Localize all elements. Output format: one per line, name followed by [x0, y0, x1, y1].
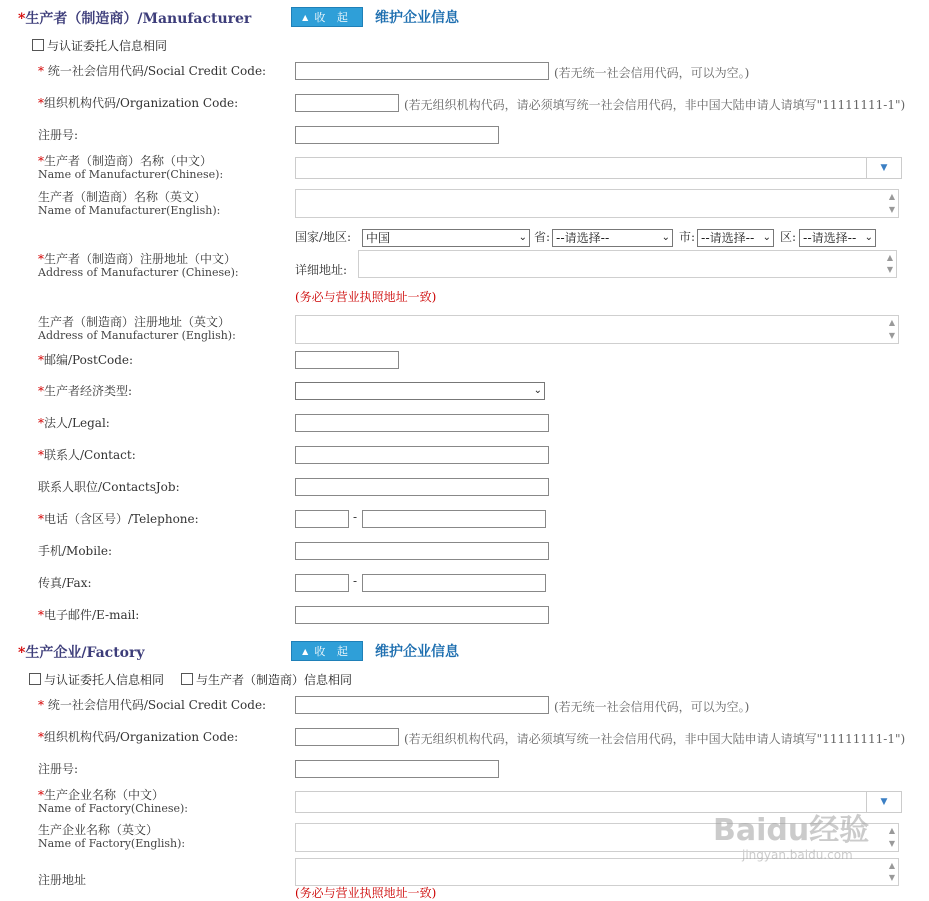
chevron-down-icon: ⌄: [518, 232, 527, 243]
chevron-down-icon: ⌄: [762, 232, 771, 243]
mfr-province-select[interactable]: --请选择-- ⌄: [552, 229, 673, 247]
scroll-down-icon[interactable]: ▼: [888, 839, 895, 848]
scroll-up-icon[interactable]: ▲: [888, 318, 895, 327]
mfr-reg-no-input[interactable]: [295, 126, 499, 144]
factory-section-title: *生产企业/Factory: [18, 645, 145, 661]
scroll-up-icon[interactable]: ▲: [886, 253, 893, 262]
mfr-fax-number-input[interactable]: [362, 574, 546, 592]
mfr-legal-label: *法人/Legal:: [38, 416, 110, 430]
chevron-down-icon: ⌄: [864, 232, 873, 243]
factory-same-as-manufacturer-label: 与生产者（制造商）信息相同: [196, 673, 353, 687]
mfr-province-label: 省:: [534, 230, 551, 244]
fac-reg-no-input[interactable]: [295, 760, 499, 778]
fac-address-textarea[interactable]: [295, 858, 899, 886]
mfr-fax-area-input[interactable]: [295, 574, 349, 592]
fac-credit-code-input[interactable]: [295, 696, 549, 714]
dropdown-arrow-icon[interactable]: ▼: [866, 792, 901, 812]
chevron-down-icon: ⌄: [533, 385, 542, 396]
fac-name-en-label: 生产企业名称（英文） Name of Factory(English):: [38, 823, 186, 850]
mfr-district-select[interactable]: --请选择-- ⌄: [799, 229, 876, 247]
mfr-name-cn-label: *生产者（制造商）名称（中文） Name of Manufacturer(Chinese):: [38, 154, 224, 181]
fac-name-cn-label: *生产企业名称（中文） Name of Factory(Chinese):: [38, 788, 188, 815]
phone-separator: -: [353, 510, 358, 524]
mfr-contact-input[interactable]: [295, 446, 549, 464]
scroll-down-icon[interactable]: ▼: [888, 205, 895, 214]
mfr-credit-code-input[interactable]: [295, 62, 549, 80]
fac-org-code-input[interactable]: [295, 728, 399, 746]
factory-same-as-applicant-checkbox[interactable]: [29, 673, 41, 685]
factory-collapse-button[interactable]: ▲ 收 起: [291, 641, 363, 661]
mfr-name-en-textarea[interactable]: [295, 189, 899, 218]
mfr-address-warning: (务必与营业执照地址一致): [295, 290, 437, 304]
scroll-down-icon[interactable]: ▼: [888, 331, 895, 340]
mfr-contact-job-label: 联系人职位/ContactsJob:: [38, 480, 180, 494]
watermark-logo: Baidu经验: [713, 813, 870, 848]
scroll-up-icon[interactable]: ▲: [888, 861, 895, 870]
mfr-contact-label: *联系人/Contact:: [38, 448, 136, 462]
mfr-detail-address-label: 详细地址:: [295, 263, 348, 277]
manufacturer-section-title: *生产者（制造商）/Manufacturer: [18, 11, 252, 27]
mfr-postcode-label: *邮编/PostCode:: [38, 353, 134, 367]
mfr-postcode-input[interactable]: [295, 351, 399, 369]
mfr-name-cn-combobox[interactable]: [295, 157, 902, 179]
mfr-legal-input[interactable]: [295, 414, 549, 432]
factory-maintain-link[interactable]: 维护企业信息: [375, 643, 459, 659]
fac-org-code-label: *组织机构代码/Organization Code:: [38, 730, 239, 744]
triangle-up-icon: ▲: [302, 13, 309, 22]
mfr-reg-no-label: 注册号:: [38, 128, 79, 142]
fac-address-warning: (务必与营业执照地址一致): [295, 886, 437, 900]
fac-reg-no-label: 注册号:: [38, 762, 79, 776]
mfr-country-select[interactable]: 中国 ⌄: [362, 229, 530, 247]
fax-separator: -: [353, 574, 358, 588]
dropdown-arrow-icon[interactable]: ▼: [866, 158, 901, 178]
manufacturer-same-as-applicant-label: 与认证委托人信息相同: [47, 39, 168, 53]
mfr-economic-type-label: *生产者经济类型:: [38, 384, 133, 398]
fac-credit-code-label: * 统一社会信用代码/Social Credit Code:: [38, 698, 267, 712]
mfr-address-en-label: 生产者（制造商）注册地址（英文） Address of Manufacturer (English):: [38, 315, 236, 342]
scroll-up-icon[interactable]: ▲: [888, 826, 895, 835]
factory-same-as-applicant-label: 与认证委托人信息相同: [44, 673, 165, 687]
scroll-down-icon[interactable]: ▼: [888, 873, 895, 882]
scroll-up-icon[interactable]: ▲: [888, 192, 895, 201]
mfr-name-en-label: 生产者（制造商）名称（英文） Name of Manufacturer(English):: [38, 190, 221, 217]
mfr-telephone-label: *电话（含区号）/Telephone:: [38, 512, 199, 526]
mfr-address-en-textarea[interactable]: [295, 315, 899, 344]
mfr-telephone-area-input[interactable]: [295, 510, 349, 528]
chevron-down-icon: ⌄: [661, 232, 670, 243]
mfr-country-label: 国家/地区:: [295, 230, 352, 244]
fac-credit-code-hint: (若无统一社会信用代码，可以为空。): [554, 700, 750, 714]
mfr-email-label: *电子邮件/E-mail:: [38, 608, 140, 622]
mfr-email-input[interactable]: [295, 606, 549, 624]
manufacturer-collapse-button[interactable]: ▲ 收 起: [291, 7, 363, 27]
mfr-contact-job-input[interactable]: [295, 478, 549, 496]
manufacturer-same-as-applicant-checkbox[interactable]: [32, 39, 44, 51]
mfr-address-cn-label: *生产者（制造商）注册地址（中文） Address of Manufacturer (Chinese):: [38, 252, 239, 279]
mfr-district-label: 区:: [780, 230, 797, 244]
mfr-org-code-input[interactable]: [295, 94, 399, 112]
manufacturer-maintain-link[interactable]: 维护企业信息: [375, 9, 459, 25]
mfr-telephone-number-input[interactable]: [362, 510, 546, 528]
mfr-mobile-label: 手机/Mobile:: [38, 544, 113, 558]
fac-org-code-hint: (若无组织机构代码，请必须填写统一社会信用代码，非中国大陆申请人请填写"11111111-1"): [404, 732, 906, 746]
mfr-detail-address-textarea[interactable]: [358, 250, 897, 278]
factory-same-as-manufacturer-checkbox[interactable]: [181, 673, 193, 685]
mfr-credit-code-label: * 统一社会信用代码/Social Credit Code:: [38, 64, 267, 78]
mfr-city-select[interactable]: --请选择-- ⌄: [697, 229, 774, 247]
mfr-city-label: 市:: [679, 230, 696, 244]
mfr-mobile-input[interactable]: [295, 542, 549, 560]
mfr-credit-code-hint: (若无统一社会信用代码，可以为空。): [554, 66, 750, 80]
mfr-org-code-hint: (若无组织机构代码，请必须填写统一社会信用代码，非中国大陆申请人请填写"11111111-1"): [404, 98, 906, 112]
mfr-economic-type-select[interactable]: [295, 382, 545, 400]
fac-address-label: 注册地址: [38, 873, 87, 887]
mfr-fax-label: 传真/Fax:: [38, 576, 92, 590]
mfr-org-code-label: *组织机构代码/Organization Code:: [38, 96, 239, 110]
triangle-up-icon: ▲: [302, 647, 309, 656]
scroll-down-icon[interactable]: ▼: [886, 265, 893, 274]
watermark-url: jingyan.baidu.com: [742, 848, 853, 862]
